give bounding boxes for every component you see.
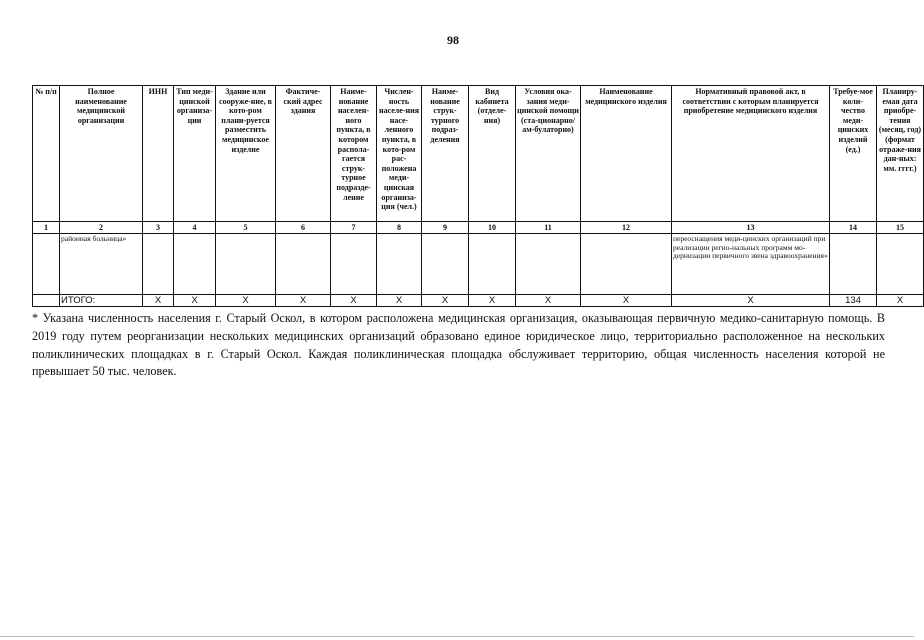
total-cell: Х [516,295,581,307]
total-cell: Х [581,295,672,307]
total-cell: Х [331,295,377,307]
column-number-cell: 14 [830,222,877,234]
table-cell [174,234,216,295]
header-cell: Тип меди-цинской организа-ции [174,86,216,222]
column-number-cell: 9 [422,222,469,234]
column-number-row [33,222,924,234]
organization-name-cell: районная больница» [60,234,143,295]
column-number-cell: 1 [33,222,60,234]
table-cell [422,234,469,295]
table-cell [377,234,422,295]
table-cell [276,234,331,295]
total-cell: Х [216,295,276,307]
table-cell [331,234,377,295]
column-number-cell: 5 [216,222,276,234]
header-cell: Вид кабинета (отделе-ния) [469,86,516,222]
column-number-cell: 11 [516,222,581,234]
table-row [33,234,924,295]
header-cell: Наиме-нование населен-ного пункта, в котором распола-гается струк-турное подразде-ление [331,86,377,222]
total-cell [33,295,60,307]
header-cell: Полное наименование медицинской организации [60,86,143,222]
legal-act-cell: переоснащения меди-цинских организаций при реализации регио-нальных программ мо-дернизации первичного звена здравоохранения» [672,234,830,295]
column-number-cell: 8 [377,222,422,234]
header-cell: ИНН [143,86,174,222]
total-cell: Х [422,295,469,307]
total-cell: Х [174,295,216,307]
header-cell: Фактиче-ский адрес здания [276,86,331,222]
header-cell: Планиру-емая дата приобре-тения (месяц, год) (формат отраже-ния дан-ных: мм. гггг.) [877,86,924,222]
header-cell: Числен-ность населе-ния насе-ленного пункта, в кото-ром рас-положена меди-цинская организа-ция (чел.) [377,86,422,222]
table-cell [516,234,581,295]
header-cell: Требуе-мое коли-чество меди-цинских изделий (ед.) [830,86,877,222]
header-cell: Условия ока-зания меди-цинской помощи (ста-ционарно/ам-булаторно) [516,86,581,222]
table-cell [581,234,672,295]
total-cell: Х [276,295,331,307]
column-number-cell: 15 [877,222,924,234]
total-quantity: 134 [830,295,877,307]
column-number-cell: 10 [469,222,516,234]
total-cell: Х [377,295,422,307]
page-bottom-divider [0,636,914,637]
table-cell [216,234,276,295]
header-cell: Здание или сооруже-ние, в кото-ром плани-руется разместить медицинское изделие [216,86,276,222]
column-number-cell: 4 [174,222,216,234]
medical-equipment-table [32,85,924,307]
table-cell [877,234,924,295]
total-label: ИТОГО: [60,295,143,307]
table-header-row [33,86,924,222]
table-cell [143,234,174,295]
footnote [32,310,885,381]
table-cell [33,234,60,295]
header-cell: № п/п [33,86,60,222]
total-row [33,295,924,307]
total-cell: Х [672,295,830,307]
footnote-text: * Указана численность населения г. Старый Оскол, в котором расположена медицинская организация, оказывающая первичную медико-санитарную помощь. В 2019 году путем реорганизации нескольких медицинских организаций образовано единое юридическое лицо, территориально расположенное на нескольких поликлинических площадках в г. Старый Оскол. Каждая поликлиническая площадка обслуживает территорию, общая численность населения которой не превышает 50 тыс. человек. [32,311,885,379]
page-number: 98 [447,33,459,47]
column-number-cell: 6 [276,222,331,234]
header-cell: Наиме-нование струк-турного подраз-деления [422,86,469,222]
total-cell: Х [469,295,516,307]
column-number-cell: 12 [581,222,672,234]
header-cell: Наименование медицинского изделия [581,86,672,222]
column-number-cell: 3 [143,222,174,234]
table-cell [830,234,877,295]
column-number-cell: 13 [672,222,830,234]
table-cell [469,234,516,295]
column-number-cell: 7 [331,222,377,234]
header-cell: Нормативный правовой акт, в соответствии с которым планируется приобретение медицинского изделия [672,86,830,222]
column-number-cell: 2 [60,222,143,234]
total-cell: Х [877,295,924,307]
total-cell: Х [143,295,174,307]
